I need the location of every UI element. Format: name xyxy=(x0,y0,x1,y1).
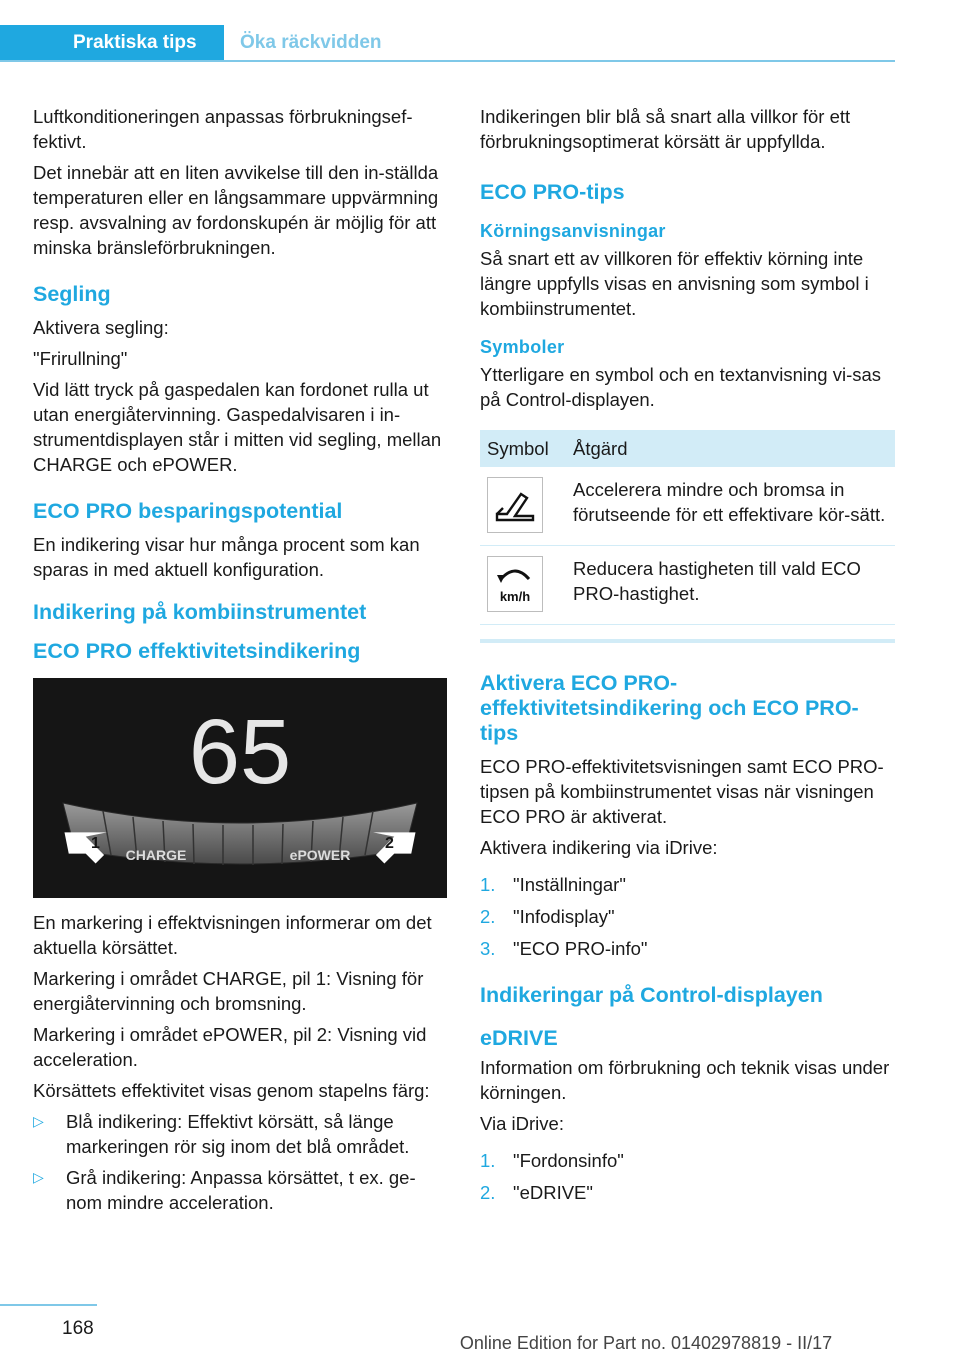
kmh-label: km/h xyxy=(499,589,531,604)
paragraph: Aktivera indikering via iDrive: xyxy=(480,837,718,858)
paragraph: Ytterligare en symbol och en textanvisning vi-sas på Control-displayen. xyxy=(480,364,882,410)
tab-oka-rackvidden[interactable]: Öka räckvidden xyxy=(240,32,382,53)
triangle-bullet-icon: ▷ xyxy=(33,1169,44,1185)
charge-label: CHARGE xyxy=(125,847,187,863)
bullet-text: Grå indikering: Anpassa körsättet, t ex. ge-nom mindre acceleration. xyxy=(66,1167,416,1213)
paragraph: Markering i området CHARGE, pil 1: Visning för energiåtervinning och bromsning. xyxy=(33,968,424,1014)
heading-segling: Segling xyxy=(33,282,111,306)
list-item: 3. "ECO PRO-info" xyxy=(480,938,648,959)
list-item: 1. "Fordonsinfo" xyxy=(480,1150,624,1171)
symbol-cell xyxy=(480,467,566,546)
table-header-row xyxy=(480,430,895,467)
heading-indikering: Indikering på kombiinstrumentet xyxy=(33,600,367,624)
paragraph: Vid lätt tryck på gaspedalen kan fordonet rulla ut utan energiåtervinning. Gaspedalvisaren i in-strumentdisplayen står i mitten vid segling, mellan CHARGE och ePOWER. xyxy=(33,379,442,475)
accelerator-pedal-icon xyxy=(487,477,543,533)
action-cell: Accelerera mindre och bromsa in förutseende för ett effektivare kör-sätt. xyxy=(566,467,895,546)
table-row xyxy=(480,467,895,546)
arrow-1-label: 1 xyxy=(91,835,100,852)
instrument-cluster-image xyxy=(33,678,447,898)
list-item: 2. "eDRIVE" xyxy=(480,1182,593,1203)
paragraph: Det innebär att en liten avvikelse till den in-ställda temperaturen eller en långsammare uppvärmning resp. avsvalning av fordonskupén är möjlig för att minska bränsleförbrukningen. xyxy=(33,162,439,258)
paragraph: Körsättets effektivitet visas genom stapelns färg: xyxy=(33,1080,430,1101)
heading-edrive: eDRIVE xyxy=(480,1026,558,1050)
edition-note: Online Edition for Part no. 01402978819 - II/17 xyxy=(459,1333,833,1353)
header-divider xyxy=(0,60,895,62)
symbol-table xyxy=(480,430,895,625)
paragraph: "Frirullning" xyxy=(33,348,128,369)
right-column xyxy=(480,104,896,1212)
paragraph: En indikering visar hur många procent som kan sparas in med aktuell konfiguration. xyxy=(33,534,420,580)
table-row xyxy=(480,546,895,625)
paragraph: Information om förbrukning och teknik visas under körningen. xyxy=(480,1057,890,1103)
paragraph: ECO PRO-effektivitetsvisningen samt ECO PRO-tipsen på kombiinstrumentet visas när visningen ECO PRO är aktiverat. xyxy=(480,756,884,827)
action-cell: Reducera hastigheten till vald ECO PRO-hastighet. xyxy=(566,546,895,625)
heading-korningsanvisningar: Körningsanvisningar xyxy=(480,221,666,241)
cluster-graphic xyxy=(33,678,447,898)
heading-eco-pro-tips: ECO PRO-tips xyxy=(480,180,625,204)
heading-control-display: Indikeringar på Control-displayen xyxy=(480,983,823,1007)
speed-reduce-icon xyxy=(487,556,543,612)
footer-divider xyxy=(0,1304,97,1306)
paragraph: Luftkonditioneringen anpassas förbrukningsef-fektivt. xyxy=(33,106,413,152)
epower-label: ePOWER xyxy=(289,847,351,863)
list-item: 2. "Infodisplay" xyxy=(480,906,615,927)
page-number: 168 xyxy=(62,1318,94,1339)
triangle-bullet-icon: ▷ xyxy=(33,1113,44,1129)
section-divider xyxy=(480,639,895,643)
paragraph: Markering i området ePOWER, pil 2: Visning vid acceleration. xyxy=(33,1024,427,1070)
paragraph: Indikeringen blir blå så snart alla villkor för ett förbrukningsoptimerat körsätt är uppfyllda. xyxy=(480,106,851,152)
speed-readout: 65 xyxy=(188,701,292,803)
heading-eco-pro-besparing: ECO PRO besparingspotential xyxy=(33,499,343,523)
page-header xyxy=(0,25,895,62)
efficiency-bar xyxy=(63,803,417,864)
tab-praktiska-tips[interactable]: Praktiska tips xyxy=(0,25,224,61)
heading-eco-pro-effektivitet: ECO PRO effektivitetsindikering xyxy=(33,639,361,663)
column-header-symbol: Symbol xyxy=(480,430,566,467)
column-header-action: Åtgärd xyxy=(566,430,895,467)
paragraph: Aktivera segling: xyxy=(33,317,169,338)
list-item xyxy=(33,1109,450,1159)
list-item: 1. "Inställningar" xyxy=(480,874,626,895)
list-item xyxy=(33,1165,450,1215)
symbol-cell xyxy=(480,546,566,625)
left-column xyxy=(33,104,450,1221)
paragraph: Så snart ett av villkoren för effektiv körning inte längre uppfylls visas en anvisning som symbol i kombiinstrumentet. xyxy=(480,248,869,319)
arrow-2-label: 2 xyxy=(385,835,394,852)
heading-symboler: Symboler xyxy=(480,337,565,357)
heading-aktivera: Aktivera ECO PRO-effektivitetsindikering och ECO PRO-tips xyxy=(480,671,859,745)
paragraph: Via iDrive: xyxy=(480,1113,564,1134)
bullet-text: Blå indikering: Effektivt körsätt, så länge markeringen rör sig inom det blå området. xyxy=(66,1111,410,1157)
paragraph: En markering i effektvisningen informerar om det aktuella körsättet. xyxy=(33,912,432,958)
